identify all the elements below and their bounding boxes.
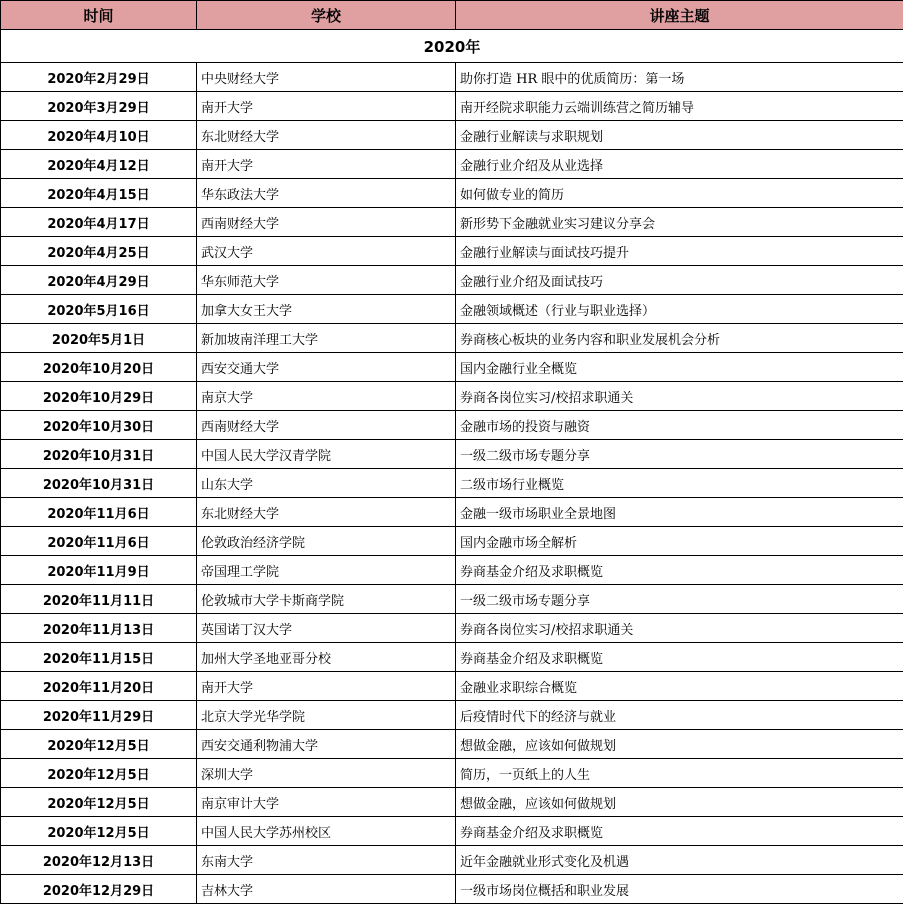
topic-cell: 后疫情时代下的经济与就业 bbox=[456, 701, 903, 730]
date-cell: 2020年4月15日 bbox=[1, 179, 197, 208]
date-cell: 2020年11月6日 bbox=[1, 527, 197, 556]
school-cell: 华东师范大学 bbox=[197, 266, 456, 295]
table-row bbox=[1, 585, 903, 614]
school-cell: 东北财经大学 bbox=[197, 498, 456, 527]
table-row bbox=[1, 179, 903, 208]
date-cell: 2020年10月31日 bbox=[1, 440, 197, 469]
date-cell: 2020年12月5日 bbox=[1, 730, 197, 759]
topic-cell: 一级市场岗位概括和职业发展 bbox=[456, 875, 903, 904]
topic-cell: 金融领域概述（行业与职业选择） bbox=[456, 295, 903, 324]
topic-cell: 新形势下金融就业实习建议分享会 bbox=[456, 208, 903, 237]
school-cell: 中国人民大学苏州校区 bbox=[197, 817, 456, 846]
table-row bbox=[1, 121, 903, 150]
school-cell: 中央财经大学 bbox=[197, 63, 456, 92]
date-cell: 2020年10月31日 bbox=[1, 469, 197, 498]
table-row bbox=[1, 875, 903, 904]
table-row bbox=[1, 208, 903, 237]
topic-cell: 金融业求职综合概览 bbox=[456, 672, 903, 701]
school-cell: 中国人民大学汉青学院 bbox=[197, 440, 456, 469]
date-cell: 2020年5月16日 bbox=[1, 295, 197, 324]
school-cell: 南开大学 bbox=[197, 672, 456, 701]
school-cell: 武汉大学 bbox=[197, 237, 456, 266]
table-row bbox=[1, 411, 903, 440]
date-cell: 2020年11月20日 bbox=[1, 672, 197, 701]
school-cell: 东北财经大学 bbox=[197, 121, 456, 150]
topic-cell: 一级二级市场专题分享 bbox=[456, 440, 903, 469]
topic-cell: 金融行业解读与求职规划 bbox=[456, 121, 903, 150]
topic-cell: 金融行业解读与面试技巧提升 bbox=[456, 237, 903, 266]
topic-cell: 简历，一页纸上的人生 bbox=[456, 759, 903, 788]
header-topic: 讲座主题 bbox=[456, 1, 903, 30]
school-cell: 新加坡南洋理工大学 bbox=[197, 324, 456, 353]
date-cell: 2020年4月12日 bbox=[1, 150, 197, 179]
school-cell: 东南大学 bbox=[197, 846, 456, 875]
table-row bbox=[1, 237, 903, 266]
header-row bbox=[1, 1, 903, 30]
topic-cell: 券商各岗位实习/校招求职通关 bbox=[456, 614, 903, 643]
table-row bbox=[1, 382, 903, 411]
table-row bbox=[1, 498, 903, 527]
topic-cell: 国内金融行业全概览 bbox=[456, 353, 903, 382]
school-cell: 伦敦城市大学卡斯商学院 bbox=[197, 585, 456, 614]
table-row bbox=[1, 440, 903, 469]
topic-cell: 南开经院求职能力云端训练营之简历辅导 bbox=[456, 92, 903, 121]
table-row bbox=[1, 701, 903, 730]
school-cell: 西安交通利物浦大学 bbox=[197, 730, 456, 759]
school-cell: 帝国理工学院 bbox=[197, 556, 456, 585]
school-cell: 南京大学 bbox=[197, 382, 456, 411]
school-cell: 西安交通大学 bbox=[197, 353, 456, 382]
header-school: 学校 bbox=[197, 1, 456, 30]
date-cell: 2020年11月13日 bbox=[1, 614, 197, 643]
topic-cell: 券商核心板块的业务内容和职业发展机会分析 bbox=[456, 324, 903, 353]
date-cell: 2020年11月6日 bbox=[1, 498, 197, 527]
date-cell: 2020年4月25日 bbox=[1, 237, 197, 266]
header-date: 时间 bbox=[1, 1, 197, 30]
date-cell: 2020年12月5日 bbox=[1, 759, 197, 788]
table-row bbox=[1, 324, 903, 353]
table-row bbox=[1, 150, 903, 179]
school-cell: 山东大学 bbox=[197, 469, 456, 498]
topic-cell: 金融一级市场职业全景地图 bbox=[456, 498, 903, 527]
school-cell: 南京审计大学 bbox=[197, 788, 456, 817]
topic-cell: 券商基金介绍及求职概览 bbox=[456, 643, 903, 672]
school-cell: 西南财经大学 bbox=[197, 411, 456, 440]
date-cell: 2020年10月29日 bbox=[1, 382, 197, 411]
topic-cell: 一级二级市场专题分享 bbox=[456, 585, 903, 614]
school-cell: 加州大学圣地亚哥分校 bbox=[197, 643, 456, 672]
year-row bbox=[1, 30, 903, 63]
topic-cell: 想做金融，应该如何做规划 bbox=[456, 730, 903, 759]
date-cell: 2020年12月5日 bbox=[1, 788, 197, 817]
table-row bbox=[1, 817, 903, 846]
date-cell: 2020年12月5日 bbox=[1, 817, 197, 846]
school-cell: 南开大学 bbox=[197, 92, 456, 121]
date-cell: 2020年4月17日 bbox=[1, 208, 197, 237]
table-row bbox=[1, 759, 903, 788]
table-row bbox=[1, 846, 903, 875]
school-cell: 加拿大女王大学 bbox=[197, 295, 456, 324]
year-label: 2020年 bbox=[1, 30, 903, 63]
table-row bbox=[1, 469, 903, 498]
date-cell: 2020年11月9日 bbox=[1, 556, 197, 585]
date-cell: 2020年3月29日 bbox=[1, 92, 197, 121]
table-row bbox=[1, 92, 903, 121]
table-row bbox=[1, 527, 903, 556]
topic-cell: 券商基金介绍及求职概览 bbox=[456, 817, 903, 846]
table-row bbox=[1, 672, 903, 701]
date-cell: 2020年11月11日 bbox=[1, 585, 197, 614]
table-row bbox=[1, 556, 903, 585]
table-row bbox=[1, 643, 903, 672]
school-cell: 西南财经大学 bbox=[197, 208, 456, 237]
table-row bbox=[1, 788, 903, 817]
date-cell: 2020年5月1日 bbox=[1, 324, 197, 353]
table-row bbox=[1, 295, 903, 324]
school-cell: 北京大学光华学院 bbox=[197, 701, 456, 730]
topic-cell: 国内金融市场全解析 bbox=[456, 527, 903, 556]
table-row bbox=[1, 353, 903, 382]
date-cell: 2020年12月13日 bbox=[1, 846, 197, 875]
table-row bbox=[1, 63, 903, 92]
school-cell: 深圳大学 bbox=[197, 759, 456, 788]
topic-cell: 二级市场行业概览 bbox=[456, 469, 903, 498]
topic-cell: 助你打造 HR 眼中的优质简历：第一场 bbox=[456, 63, 903, 92]
date-cell: 2020年11月15日 bbox=[1, 643, 197, 672]
topic-cell: 金融市场的投资与融资 bbox=[456, 411, 903, 440]
topic-cell: 想做金融，应该如何做规划 bbox=[456, 788, 903, 817]
school-cell: 吉林大学 bbox=[197, 875, 456, 904]
topic-cell: 券商各岗位实习/校招求职通关 bbox=[456, 382, 903, 411]
topic-cell: 近年金融就业形式变化及机遇 bbox=[456, 846, 903, 875]
date-cell: 2020年10月20日 bbox=[1, 353, 197, 382]
school-cell: 英国诺丁汉大学 bbox=[197, 614, 456, 643]
date-cell: 2020年4月29日 bbox=[1, 266, 197, 295]
table-row bbox=[1, 614, 903, 643]
date-cell: 2020年11月29日 bbox=[1, 701, 197, 730]
topic-cell: 金融行业介绍及从业选择 bbox=[456, 150, 903, 179]
date-cell: 2020年4月10日 bbox=[1, 121, 197, 150]
school-cell: 南开大学 bbox=[197, 150, 456, 179]
date-cell: 2020年10月30日 bbox=[1, 411, 197, 440]
topic-cell: 如何做专业的简历 bbox=[456, 179, 903, 208]
date-cell: 2020年2月29日 bbox=[1, 63, 197, 92]
table-row bbox=[1, 266, 903, 295]
table-row bbox=[1, 730, 903, 759]
date-cell: 2020年12月29日 bbox=[1, 875, 197, 904]
school-cell: 华东政法大学 bbox=[197, 179, 456, 208]
topic-cell: 券商基金介绍及求职概览 bbox=[456, 556, 903, 585]
school-cell: 伦敦政治经济学院 bbox=[197, 527, 456, 556]
topic-cell: 金融行业介绍及面试技巧 bbox=[456, 266, 903, 295]
